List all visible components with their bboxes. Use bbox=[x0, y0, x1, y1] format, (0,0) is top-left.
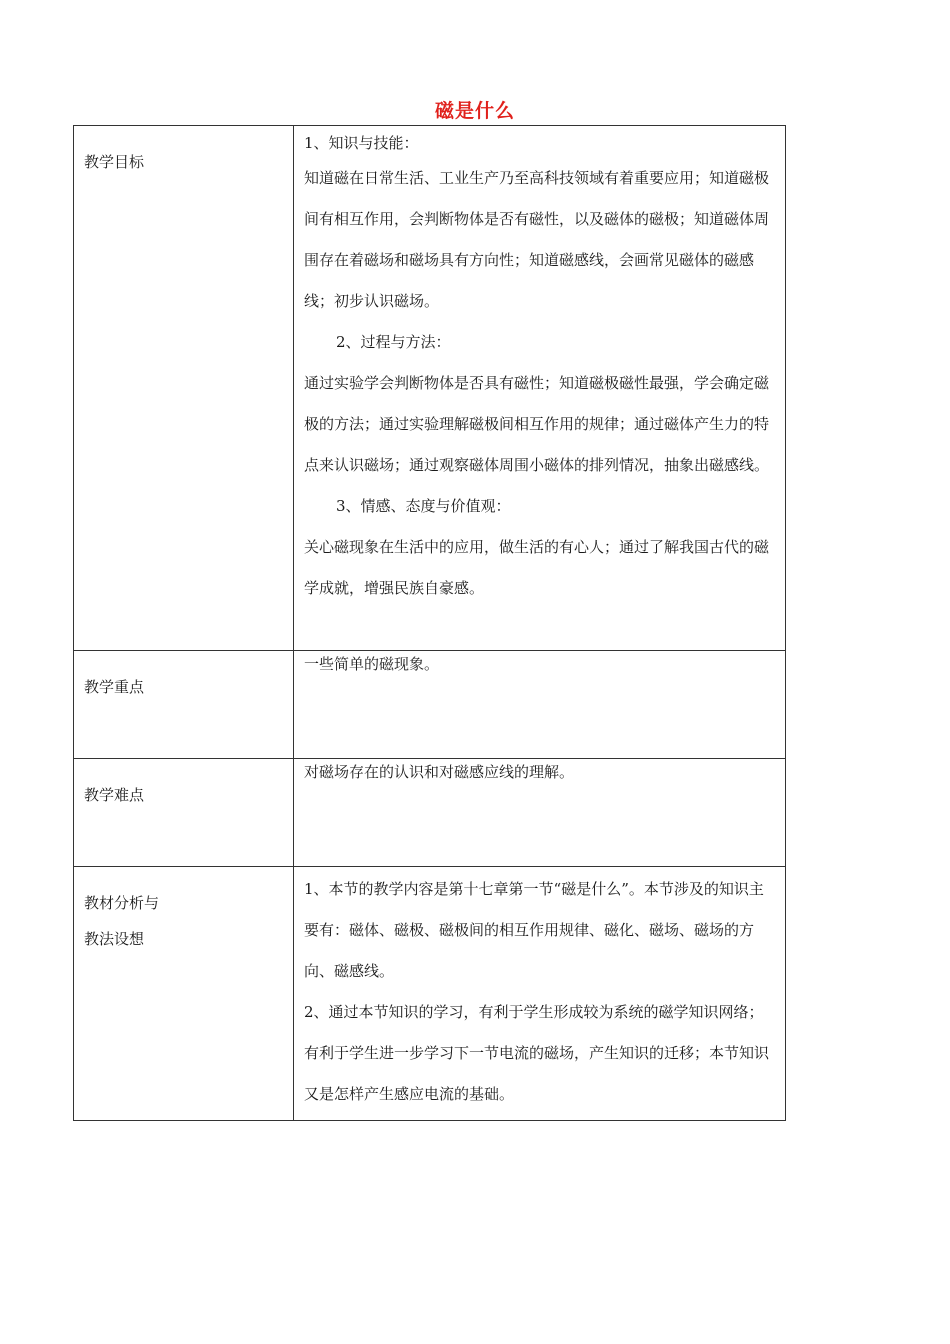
lesson-plan-table bbox=[73, 125, 786, 1121]
table-row bbox=[74, 126, 786, 651]
paragraph: 一些简单的磁现象。 bbox=[304, 655, 440, 673]
table-row bbox=[74, 759, 786, 867]
label-line: 教学难点 bbox=[84, 786, 145, 804]
label-line: 教法设想 bbox=[84, 930, 145, 948]
section-heading: 2、过程与方法： bbox=[336, 333, 451, 351]
document-title: 磁是什么 bbox=[434, 100, 515, 122]
paragraph: 1、本节的教学内容是第十七章第一节“磁是什么”。本节涉及的知识主要有：磁体、磁极、磁极间的相互作用规律、磁化、磁场、磁场的方向、磁感线。 bbox=[304, 880, 764, 980]
paragraph: 通过实验学会判断物体是否具有磁性；知道磁极磁性最强，学会确定磁极的方法；通过实验理解磁极间相互作用的规律；通过磁体产生力的特点来认识磁场；通过观察磁体周围小磁体的排列情况，抽象出磁感线。 bbox=[304, 374, 770, 474]
label-line: 教学重点 bbox=[84, 678, 145, 696]
table-row bbox=[74, 867, 786, 1121]
row-label-teaching-goals bbox=[74, 126, 294, 651]
label-line: 教学目标 bbox=[84, 153, 145, 171]
paragraph: 知道磁在日常生活、工业生产乃至高科技领域有着重要应用；知道磁极间有相互作用，会判断物体是否有磁性，以及磁体的磁极；知道磁体周围存在着磁场和磁场具有方向性；知道磁感线，会画常见磁体的磁感线；初步认识磁场。 bbox=[304, 169, 770, 310]
section-heading: 1、知识与技能： bbox=[304, 134, 419, 152]
section-heading: 3、情感、态度与价值观： bbox=[336, 497, 511, 515]
paragraph: 关心磁现象在生活中的应用，做生活的有心人；通过了解我国古代的磁学成就，增强民族自豪感。 bbox=[304, 538, 770, 597]
row-label-difficulties bbox=[74, 759, 294, 867]
row-label-key-points bbox=[74, 651, 294, 759]
label-line: 教材分析与 bbox=[84, 894, 160, 912]
row-content-difficulties bbox=[294, 759, 786, 867]
paragraph: 2、通过本节知识的学习，有利于学生形成较为系统的磁学知识网络；有利于学生进一步学习下一节电流的磁场，产生知识的迁移；本节知识又是怎样产生感应电流的基础。 bbox=[304, 1003, 770, 1103]
row-content-teaching-goals bbox=[294, 126, 786, 651]
row-label-analysis bbox=[74, 867, 294, 1121]
table-row bbox=[74, 651, 786, 759]
paragraph: 对磁场存在的认识和对磁感应线的理解。 bbox=[304, 763, 575, 781]
row-content-analysis bbox=[294, 867, 786, 1121]
row-content-key-points bbox=[294, 651, 786, 759]
